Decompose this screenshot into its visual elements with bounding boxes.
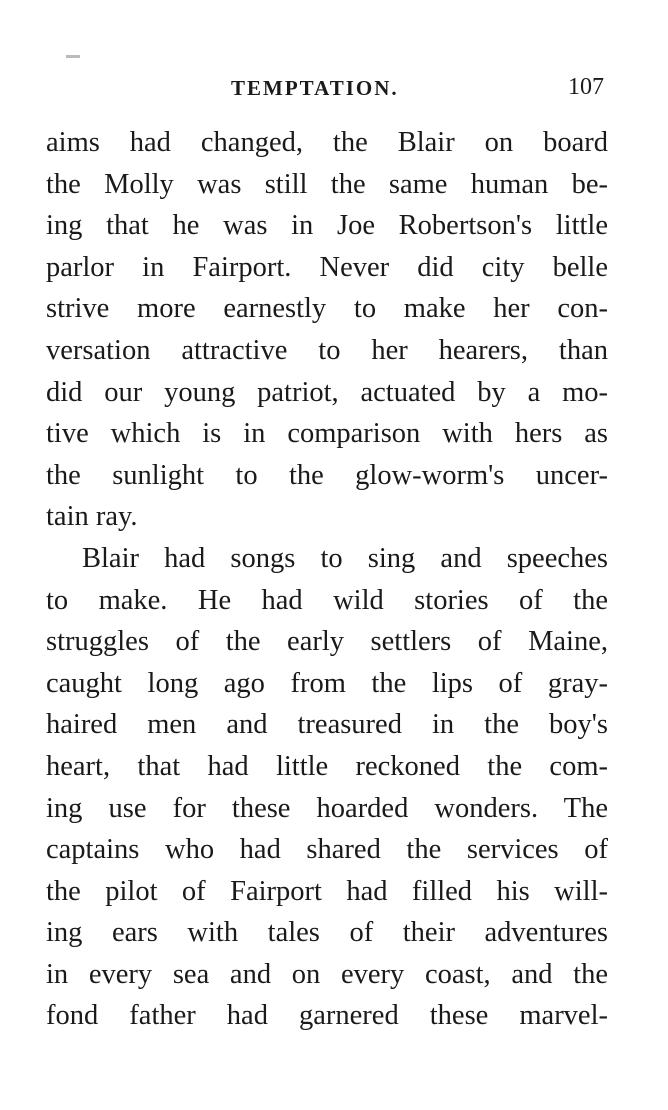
text-line: ing use for these hoarded wonders. The <box>46 792 608 824</box>
text-line: ing that he was in Joe Robertson's little <box>46 210 608 242</box>
text-line: fond father had garnered these marvel- <box>46 1000 608 1032</box>
page-header <box>46 76 606 106</box>
page-number: 107 <box>568 74 604 100</box>
text-line: struggles of the early settlers of Maine, <box>46 626 608 658</box>
text-line: the Molly was still the same human be- <box>46 168 608 200</box>
text-line: did our young patriot, actuated by a mo- <box>46 376 608 408</box>
text-line: caught long ago from the lips of gray- <box>46 667 608 699</box>
print-speck <box>66 55 80 58</box>
text-line: aims had changed, the Blair on board <box>46 127 608 158</box>
text-line: strive more earnestly to make her con- <box>46 293 608 325</box>
text-line: in every sea and on every coast, and the <box>46 958 608 990</box>
text-line: tain ray. <box>46 501 138 533</box>
text-line: heart, that had little reckoned the com- <box>46 750 608 782</box>
text-line: ing ears with tales of their adventures <box>46 917 608 949</box>
text-line: the pilot of Fairport had filled his will- <box>46 875 608 907</box>
text-line: versation attractive to her hearers, than <box>46 334 608 366</box>
paragraph <box>46 538 608 1037</box>
text-line: the sunlight to the glow-worm's uncer- <box>46 459 608 491</box>
running-title: TEMPTATION. <box>231 76 399 100</box>
text-line: parlor in Fairport. Never did city belle <box>46 251 608 283</box>
text-line: Blair had songs to sing and speeches <box>82 542 608 574</box>
text-line: to make. He had wild stories of the <box>46 584 608 616</box>
text-line: haired men and treasured in the boy's <box>46 709 608 741</box>
paragraph <box>46 122 608 538</box>
body-text <box>46 122 608 1037</box>
text-line: captains who had shared the services of <box>46 834 608 866</box>
text-line: tive which is in comparison with hers as <box>46 418 608 450</box>
